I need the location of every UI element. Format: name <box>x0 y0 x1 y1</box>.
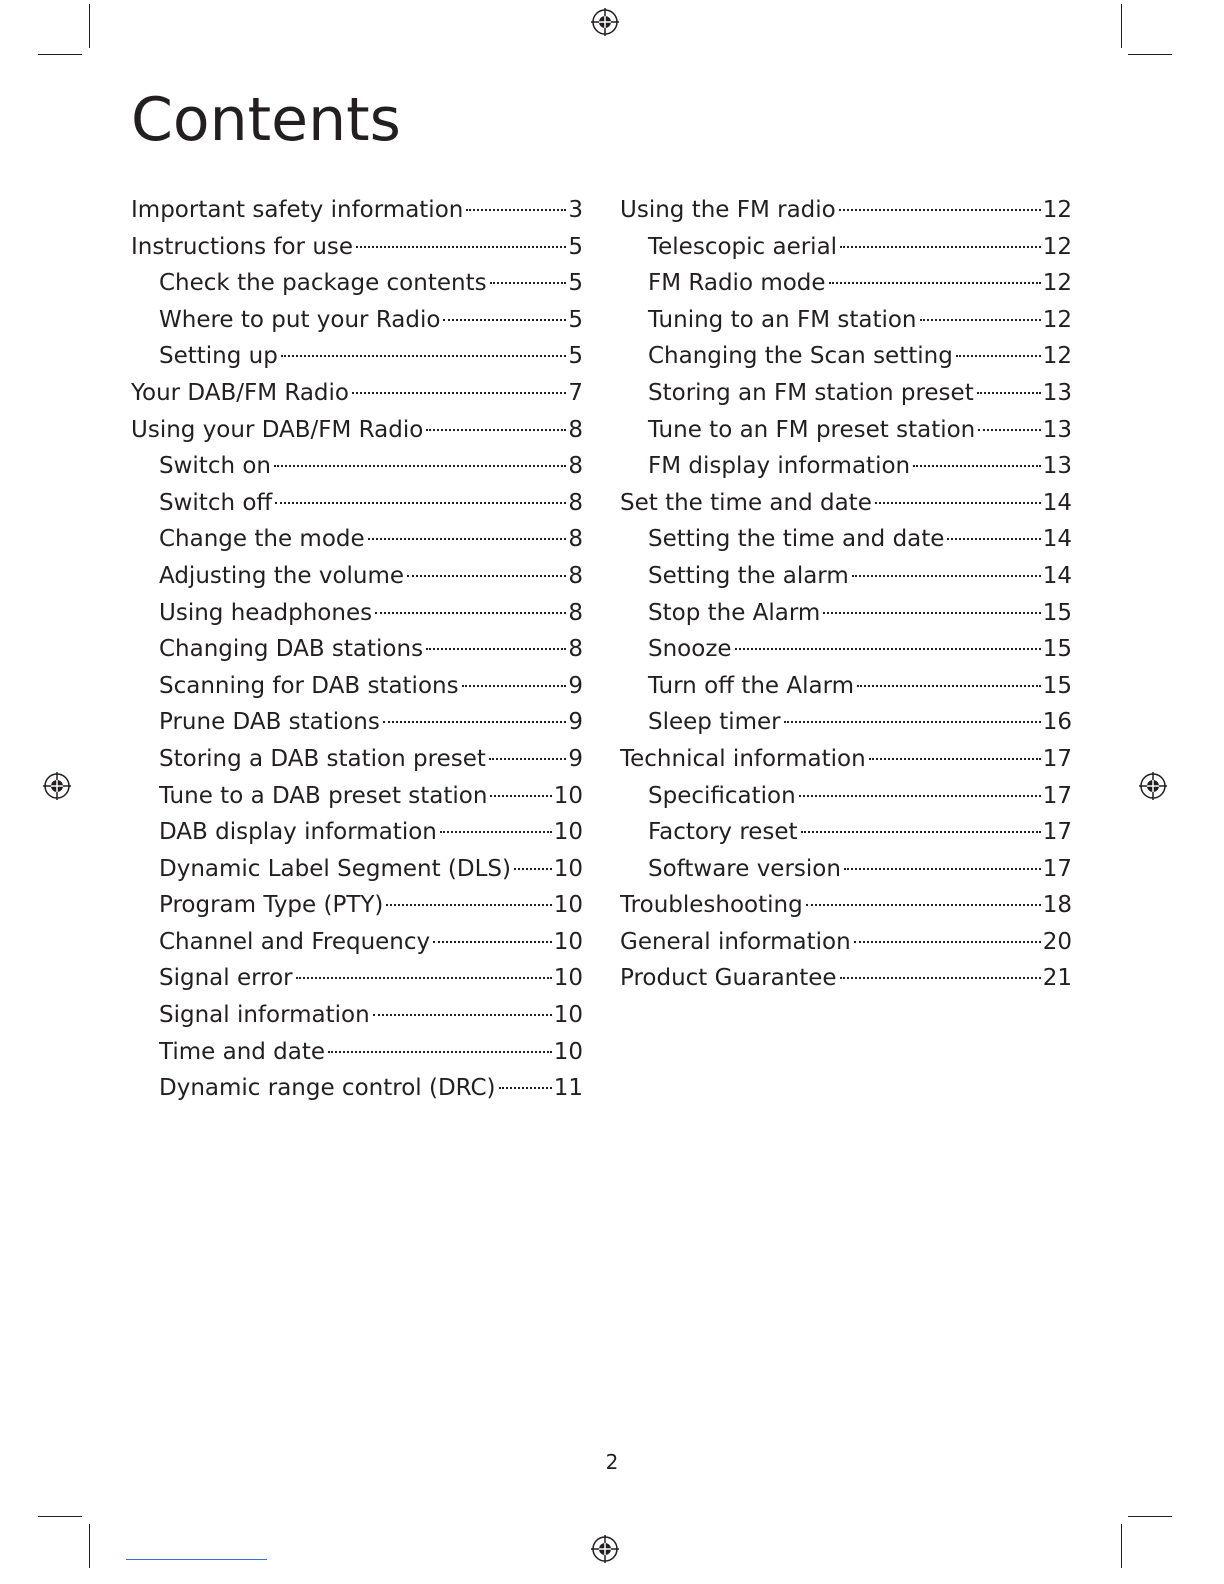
toc-entry-page: 10 <box>553 855 583 882</box>
toc-leader-dots <box>844 868 1041 870</box>
crop-mark-top-left-horizontal <box>38 54 82 55</box>
toc-entry[interactable] <box>131 741 583 778</box>
toc-entry[interactable] <box>620 192 1072 229</box>
toc-leader-dots <box>490 795 551 797</box>
toc-entry-label: Tuning to an FM station <box>648 306 917 333</box>
toc-entry-page: 10 <box>553 819 583 846</box>
toc-leader-dots <box>490 282 567 284</box>
toc-entry-label: Signal information <box>159 1002 370 1029</box>
toc-entry-label: Dynamic range control (DRC) <box>159 1075 496 1102</box>
toc-leader-dots <box>426 648 566 650</box>
toc-entry-label: Scanning for DAB stations <box>159 672 459 699</box>
toc-entry[interactable] <box>131 924 583 961</box>
toc-entry-label: Sleep timer <box>648 709 781 736</box>
crop-mark-top-right-horizontal <box>1128 54 1172 55</box>
crop-mark-bottom-right-vertical <box>1121 1524 1122 1568</box>
toc-entry[interactable] <box>131 851 583 888</box>
toc-entry-label: General information <box>620 928 851 955</box>
toc-entry-page: 17 <box>1042 745 1072 772</box>
toc-entry[interactable] <box>620 704 1072 741</box>
toc-entry[interactable] <box>131 814 583 851</box>
toc-entry-label: Software version <box>648 855 841 882</box>
toc-leader-dots <box>296 977 552 979</box>
toc-leader-dots <box>356 246 566 248</box>
toc-entry-label: Using the FM radio <box>620 197 836 223</box>
toc-entry[interactable] <box>620 485 1072 522</box>
toc-entry-page: 12 <box>1042 197 1072 223</box>
toc-entry-label: Time and date <box>159 1038 326 1065</box>
toc-entry-label: Prune DAB stations <box>159 709 380 736</box>
toc-entry[interactable] <box>620 229 1072 266</box>
toc-entry[interactable] <box>620 814 1072 851</box>
toc-entry[interactable] <box>620 521 1072 558</box>
toc-entry-page: 20 <box>1042 928 1072 955</box>
toc-entry-label: Change the mode <box>159 526 365 553</box>
toc-entry-page: 12 <box>1042 306 1072 333</box>
toc-entry[interactable] <box>620 887 1072 924</box>
toc-entry-label: Switch on <box>159 453 272 480</box>
toc-entry-page: 14 <box>1042 526 1072 553</box>
toc-entry-label: Your DAB/FM Radio <box>131 379 349 406</box>
toc-entry-label: FM Radio mode <box>648 270 826 297</box>
toc-leader-dots <box>823 612 1040 614</box>
toc-entry-label: Program Type (PTY) <box>159 892 384 919</box>
toc-entry-label: Signal error <box>159 965 293 992</box>
toc-entry-page: 21 <box>1042 965 1072 992</box>
toc-entry-label: Using your DAB/FM Radio <box>131 416 424 443</box>
toc-entry-label: Product Guarantee <box>620 965 837 992</box>
toc-leader-dots <box>499 1087 552 1089</box>
toc-leader-dots <box>489 758 566 760</box>
page-number: 2 <box>605 1450 619 1474</box>
toc-leader-dots <box>735 648 1041 650</box>
toc-leader-dots <box>869 758 1041 760</box>
toc-entry[interactable] <box>620 595 1072 632</box>
toc-entry-label: Switch off <box>159 489 273 516</box>
toc-entry-page: 9 <box>568 745 583 772</box>
toc-entry-label: DAB display information <box>159 819 437 846</box>
toc-entry[interactable] <box>131 997 583 1034</box>
toc-entry-page: 9 <box>568 672 583 699</box>
toc-leader-dots <box>281 355 567 357</box>
toc-entry-page: 9 <box>568 709 583 736</box>
toc-entry-label: Stop the Alarm <box>648 599 821 626</box>
toc-entry-page: 11 <box>553 1075 583 1102</box>
toc-leader-dots <box>407 575 566 577</box>
toc-entry-label: Setting the alarm <box>648 562 849 589</box>
toc-entry-page: 14 <box>1042 562 1072 589</box>
toc-entry-page: 5 <box>568 306 583 333</box>
registration-mark-icon <box>42 771 72 801</box>
toc-entry[interactable] <box>620 960 1072 997</box>
toc-leader-dots <box>875 502 1041 504</box>
toc-entry-page: 8 <box>568 489 583 516</box>
registration-mark-icon <box>590 7 620 37</box>
toc-entry[interactable] <box>131 192 583 229</box>
toc-entry-page: 8 <box>568 416 583 443</box>
toc-entry-page: 7 <box>568 379 583 406</box>
toc-entry-page: 12 <box>1042 233 1072 260</box>
toc-entry[interactable] <box>131 778 583 815</box>
toc-entry[interactable] <box>620 265 1072 302</box>
toc-entry[interactable] <box>131 631 583 668</box>
crop-mark-top-right-vertical <box>1121 4 1122 48</box>
toc-leader-dots <box>978 429 1040 431</box>
toc-leader-dots <box>328 1051 552 1053</box>
toc-entry[interactable] <box>131 1070 583 1107</box>
toc-leader-dots <box>977 392 1041 394</box>
toc-leader-dots <box>274 465 566 467</box>
toc-entry[interactable] <box>620 924 1072 961</box>
toc-entry-label: Instructions for use <box>131 233 354 260</box>
toc-entry-label: Tune to an FM preset station <box>648 416 976 443</box>
toc-entry-page: 10 <box>553 928 583 955</box>
toc-leader-dots <box>383 721 567 723</box>
toc-entry-page: 18 <box>1042 892 1072 919</box>
toc-leader-dots <box>920 319 1041 321</box>
toc-leader-dots <box>426 429 566 431</box>
toc-entry-page: 10 <box>553 1002 583 1029</box>
toc-entry-page: 17 <box>1042 855 1072 882</box>
crop-mark-bottom-right-horizontal <box>1128 1516 1172 1517</box>
toc-leader-dots <box>368 538 567 540</box>
toc-entry[interactable] <box>131 704 583 741</box>
toc-leader-dots <box>514 868 552 870</box>
crop-mark-top-left-vertical <box>89 4 90 48</box>
toc-entry[interactable] <box>131 1034 583 1071</box>
toc-entry-page: 10 <box>553 892 583 919</box>
toc-entry-label: Where to put your Radio <box>159 306 441 333</box>
toc-entry-label: Troubleshooting <box>620 892 803 919</box>
toc-leader-dots <box>801 831 1041 833</box>
toc-leader-dots <box>799 795 1041 797</box>
toc-entry-page: 5 <box>568 270 583 297</box>
toc-leader-dots <box>857 685 1041 687</box>
toc-entry-page: 15 <box>1042 636 1072 663</box>
toc-entry-page: 8 <box>568 636 583 663</box>
toc-entry-page: 17 <box>1042 782 1072 809</box>
toc-leader-dots <box>854 941 1041 943</box>
toc-leader-dots <box>443 319 566 321</box>
toc-entry-page: 16 <box>1042 709 1072 736</box>
toc-entry[interactable] <box>131 375 583 412</box>
toc-entry-label: Adjusting the volume <box>159 562 405 589</box>
toc-entry-label: Factory reset <box>648 819 798 846</box>
toc-entry-label: Changing DAB stations <box>159 636 424 663</box>
toc-entry-label: Dynamic Label Segment (DLS) <box>159 855 511 882</box>
toc-entry[interactable] <box>131 302 583 339</box>
toc-leader-dots <box>275 502 566 504</box>
toc-entry-page: 13 <box>1042 416 1072 443</box>
toc-entry[interactable] <box>131 265 583 302</box>
toc-leader-dots <box>784 721 1041 723</box>
toc-left-column <box>131 192 583 1107</box>
toc-entry-page: 10 <box>553 1038 583 1065</box>
toc-entry[interactable] <box>620 668 1072 705</box>
toc-entry[interactable] <box>620 558 1072 595</box>
toc-entry[interactable] <box>131 960 583 997</box>
registration-mark-icon <box>590 1534 620 1564</box>
toc-leader-dots <box>947 538 1040 540</box>
toc-entry-page: 10 <box>553 782 583 809</box>
toc-entry-label: Changing the Scan setting <box>648 343 953 370</box>
toc-entry[interactable] <box>620 851 1072 888</box>
toc-entry-page: 8 <box>568 599 583 626</box>
toc-entry-label: Using headphones <box>159 599 373 626</box>
toc-entry-page: 8 <box>568 453 583 480</box>
toc-entry[interactable] <box>131 229 583 266</box>
toc-leader-dots <box>386 904 551 906</box>
toc-leader-dots <box>840 246 1041 248</box>
toc-entry-label: Check the package contents <box>159 270 487 297</box>
toc-entry[interactable] <box>131 412 583 449</box>
toc-entry-page: 5 <box>568 233 583 260</box>
toc-entry-label: Set the time and date <box>620 489 872 516</box>
toc-entry-page: 5 <box>568 343 583 370</box>
toc-entry-page: 8 <box>568 526 583 553</box>
toc-leader-dots <box>840 977 1041 979</box>
crop-mark-bottom-left-vertical <box>89 1524 90 1568</box>
toc-entry[interactable] <box>620 778 1072 815</box>
registration-mark-icon <box>1138 771 1168 801</box>
toc-leader-dots <box>829 282 1041 284</box>
toc-entry[interactable] <box>620 412 1072 449</box>
footer-rule <box>126 1559 267 1560</box>
toc-entry-label: Storing an FM station preset <box>648 379 974 406</box>
toc-entry-label: FM display information <box>648 453 911 480</box>
crop-mark-bottom-left-horizontal <box>38 1516 82 1517</box>
toc-leader-dots <box>462 685 567 687</box>
toc-leader-dots <box>352 392 566 394</box>
toc-entry-page: 8 <box>568 562 583 589</box>
toc-leader-dots <box>852 575 1041 577</box>
toc-leader-dots <box>956 355 1041 357</box>
toc-entry[interactable] <box>131 558 583 595</box>
toc-entry-label: Turn off the Alarm <box>648 672 855 699</box>
toc-entry[interactable] <box>620 375 1072 412</box>
toc-entry-page: 17 <box>1042 819 1072 846</box>
toc-entry-label: Telescopic aerial <box>648 233 838 260</box>
toc-entry-label: Specification <box>648 782 796 809</box>
toc-entry-label: Setting up <box>159 343 278 370</box>
toc-entry[interactable] <box>620 741 1072 778</box>
toc-leader-dots <box>839 209 1041 211</box>
toc-entry[interactable] <box>620 631 1072 668</box>
toc-entry-page: 12 <box>1042 343 1072 370</box>
toc-leader-dots <box>806 904 1041 906</box>
toc-entry-page: 12 <box>1042 270 1072 297</box>
toc-entry-page: 13 <box>1042 453 1072 480</box>
page-title: Contents <box>131 85 401 155</box>
toc-leader-dots <box>433 941 552 943</box>
toc-entry[interactable] <box>131 485 583 522</box>
toc-entry[interactable] <box>131 595 583 632</box>
toc-entry[interactable] <box>131 668 583 705</box>
toc-entry-label: Snooze <box>648 636 732 663</box>
toc-entry-label: Important safety information <box>131 197 464 223</box>
toc-leader-dots <box>913 465 1041 467</box>
toc-right-column <box>620 192 1072 997</box>
toc-entry-label: Technical information <box>620 745 866 772</box>
toc-entry[interactable] <box>131 338 583 375</box>
toc-entry[interactable] <box>131 887 583 924</box>
toc-leader-dots <box>440 831 552 833</box>
toc-entry-label: Storing a DAB station preset <box>159 745 486 772</box>
toc-leader-dots <box>466 209 566 211</box>
toc-leader-dots <box>375 612 566 614</box>
toc-entry-page: 15 <box>1042 599 1072 626</box>
toc-entry[interactable] <box>620 338 1072 375</box>
toc-entry-label: Tune to a DAB preset station <box>159 782 488 809</box>
toc-entry[interactable] <box>620 448 1072 485</box>
toc-entry-page: 3 <box>568 197 583 223</box>
toc-entry[interactable] <box>131 521 583 558</box>
toc-entry-page: 15 <box>1042 672 1072 699</box>
toc-entry-page: 13 <box>1042 379 1072 406</box>
toc-entry[interactable] <box>620 302 1072 339</box>
toc-entry-page: 10 <box>553 965 583 992</box>
toc-leader-dots <box>373 1014 552 1016</box>
toc-entry-page: 14 <box>1042 489 1072 516</box>
toc-entry-label: Channel and Frequency <box>159 928 431 955</box>
toc-entry-label: Setting the time and date <box>648 526 945 553</box>
toc-entry[interactable] <box>131 448 583 485</box>
